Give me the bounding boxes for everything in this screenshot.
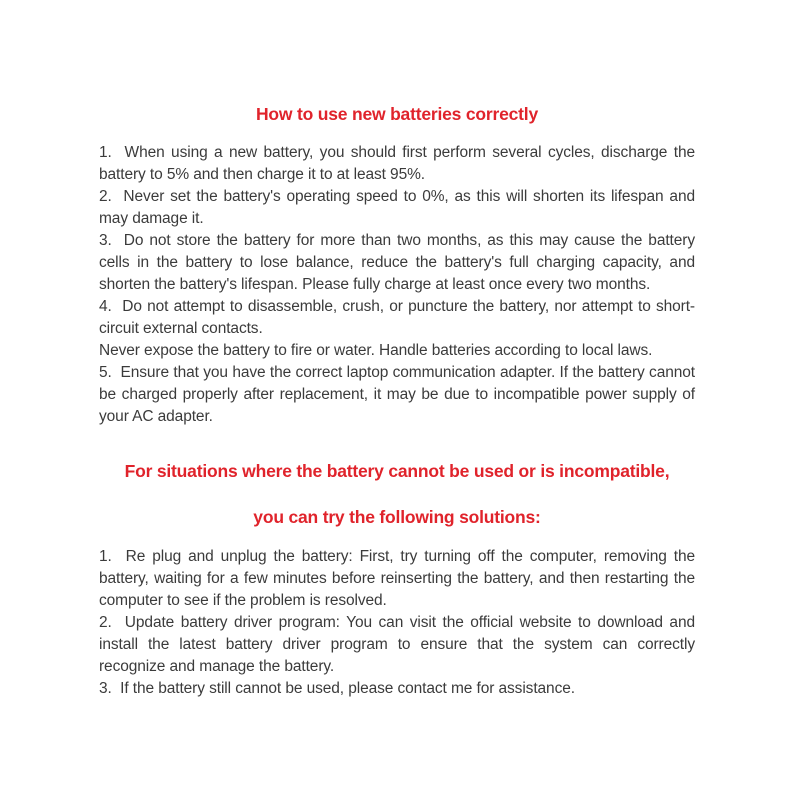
instruction-item-4-continued: Never expose the battery to fire or water. Handle batteries according to local laws.: [99, 342, 653, 359]
instruction-item-3: 3. Do not store the battery for more than two months, as this may cause the battery cells in the battery to lose balance, reduce the battery's full charging capacity, and shorten the battery's lifespan. Please fully charge at least once every two months.: [99, 232, 695, 293]
section-heading-troubleshooting-line2: you can try the following solutions:: [253, 507, 541, 527]
instruction-item-4: 4. Do not attempt to disassemble, crush, or puncture the battery, nor attempt to short-circuit external contacts.: [99, 298, 695, 337]
section-heading-battery-usage: How to use new batteries correctly: [255, 104, 539, 124]
instruction-item-1: 1. When using a new battery, you should first perform several cycles, discharge the battery to 5% and then charge it to at least 95%.: [99, 144, 695, 183]
instruction-item-2: 2. Never set the battery's operating speed to 0%, as this will shorten its lifespan and may damage it.: [99, 188, 695, 227]
solution-item-1: 1. Re plug and unplug the battery: First, try turning off the computer, removing the battery, waiting for a few minutes before reinserting the battery, and then restarting the computer to see if the problem is resolved.: [99, 548, 695, 609]
section-heading-troubleshooting-line1: For situations where the battery cannot be used or is incompatible,: [124, 461, 670, 481]
document-content: [99, 104, 695, 700]
solution-item-2: 2. Update battery driver program: You can visit the official website to download and install the latest battery driver program to ensure that the system can correctly recognize and manage the battery.: [99, 614, 695, 675]
instruction-item-5: 5. Ensure that you have the correct laptop communication adapter. If the battery cannot be charged properly after replacement, it may be due to incompatible power supply of your AC adapter.: [99, 364, 695, 425]
solution-item-3: 3. If the battery still cannot be used, please contact me for assistance.: [99, 680, 575, 697]
